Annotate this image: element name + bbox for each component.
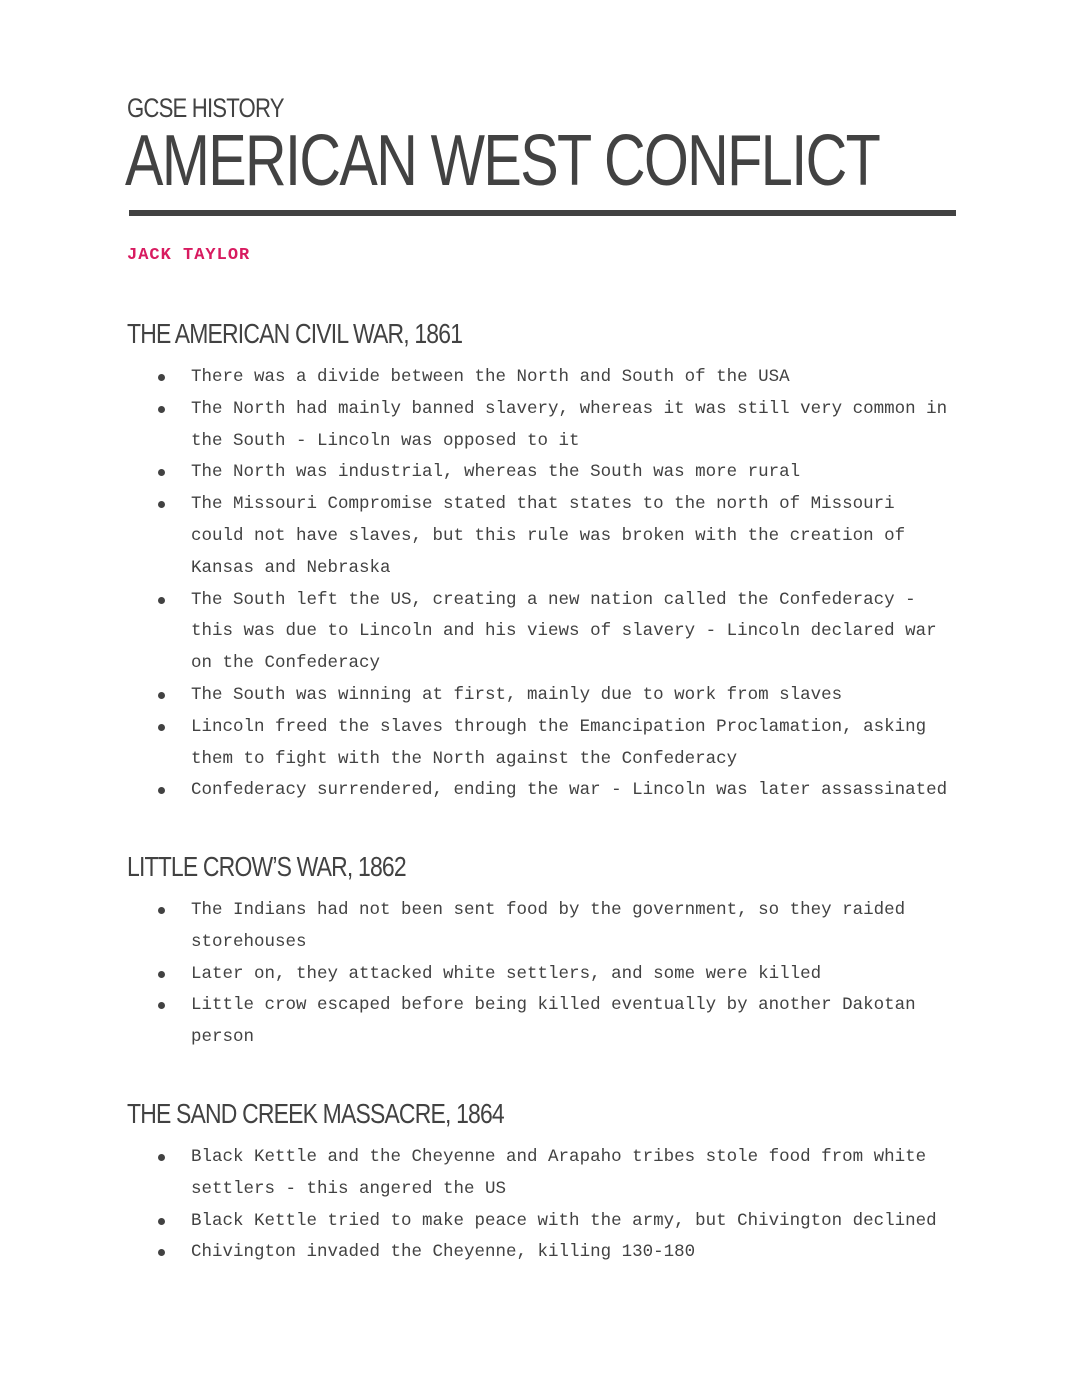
section-heading-sand-creek: THE SAND CREEK MASSACRE, 1864 bbox=[127, 1098, 504, 1129]
document-title: AMERICAN WEST CONFLICT bbox=[125, 121, 880, 201]
list-item: Lincoln freed the slaves through the Emancipation Proclamation, asking them to fight with the North against the Confederacy bbox=[127, 712, 957, 776]
bullet-icon bbox=[158, 787, 165, 794]
list-item: Little crow escaped before being killed eventually by another Dakotan person bbox=[127, 990, 957, 1054]
bullet-list-little-crow bbox=[127, 895, 957, 1054]
list-item: Later on, they attacked white settlers, and some were killed bbox=[127, 959, 957, 991]
bullet-list-sand-creek bbox=[127, 1142, 957, 1269]
list-item: Black Kettle and the Cheyenne and Arapaho tribes stole food from white settlers - this angered the US bbox=[127, 1142, 957, 1206]
bullet-icon bbox=[158, 1002, 165, 1009]
bullet-icon bbox=[158, 724, 165, 731]
bullet-list-civil-war bbox=[127, 362, 957, 807]
section-heading-little-crow: LITTLE CROW’S WAR, 1862 bbox=[127, 851, 406, 882]
list-item: The Missouri Compromise stated that states to the north of Missouri could not have slaves, but this rule was broken with the creation of Kansas and Nebraska bbox=[127, 489, 957, 584]
list-item: There was a divide between the North and South of the USA bbox=[127, 362, 957, 394]
bullet-icon bbox=[158, 1154, 165, 1161]
bullet-icon bbox=[158, 374, 165, 381]
bullet-icon bbox=[158, 501, 165, 508]
title-divider bbox=[129, 210, 956, 216]
bullet-icon bbox=[158, 469, 165, 476]
bullet-icon bbox=[158, 597, 165, 604]
bullet-icon bbox=[158, 692, 165, 699]
list-item: The South was winning at first, mainly due to work from slaves bbox=[127, 680, 957, 712]
list-item: The South left the US, creating a new nation called the Confederacy - this was due to Lincoln and his views of slavery - Lincoln declared war on the Confederacy bbox=[127, 585, 957, 680]
list-item: The North was industrial, whereas the South was more rural bbox=[127, 457, 957, 489]
list-item: Black Kettle tried to make peace with the army, but Chivington declined bbox=[127, 1206, 957, 1238]
bullet-icon bbox=[158, 907, 165, 914]
list-item: The Indians had not been sent food by the government, so they raided storehouses bbox=[127, 895, 957, 959]
bullet-icon bbox=[158, 1218, 165, 1225]
bullet-icon bbox=[158, 1249, 165, 1256]
list-item: Chivington invaded the Cheyenne, killing 130-180 bbox=[127, 1237, 957, 1269]
author-name: JACK TAYLOR bbox=[127, 246, 251, 265]
section-heading-civil-war: THE AMERICAN CIVIL WAR, 1861 bbox=[127, 318, 463, 349]
bullet-icon bbox=[158, 971, 165, 978]
list-item: Confederacy surrendered, ending the war - Lincoln was later assassinated bbox=[127, 775, 957, 807]
bullet-icon bbox=[158, 406, 165, 413]
document-kicker: GCSE HISTORY bbox=[127, 93, 284, 123]
list-item: The North had mainly banned slavery, whereas it was still very common in the South - Lincoln was opposed to it bbox=[127, 394, 957, 458]
